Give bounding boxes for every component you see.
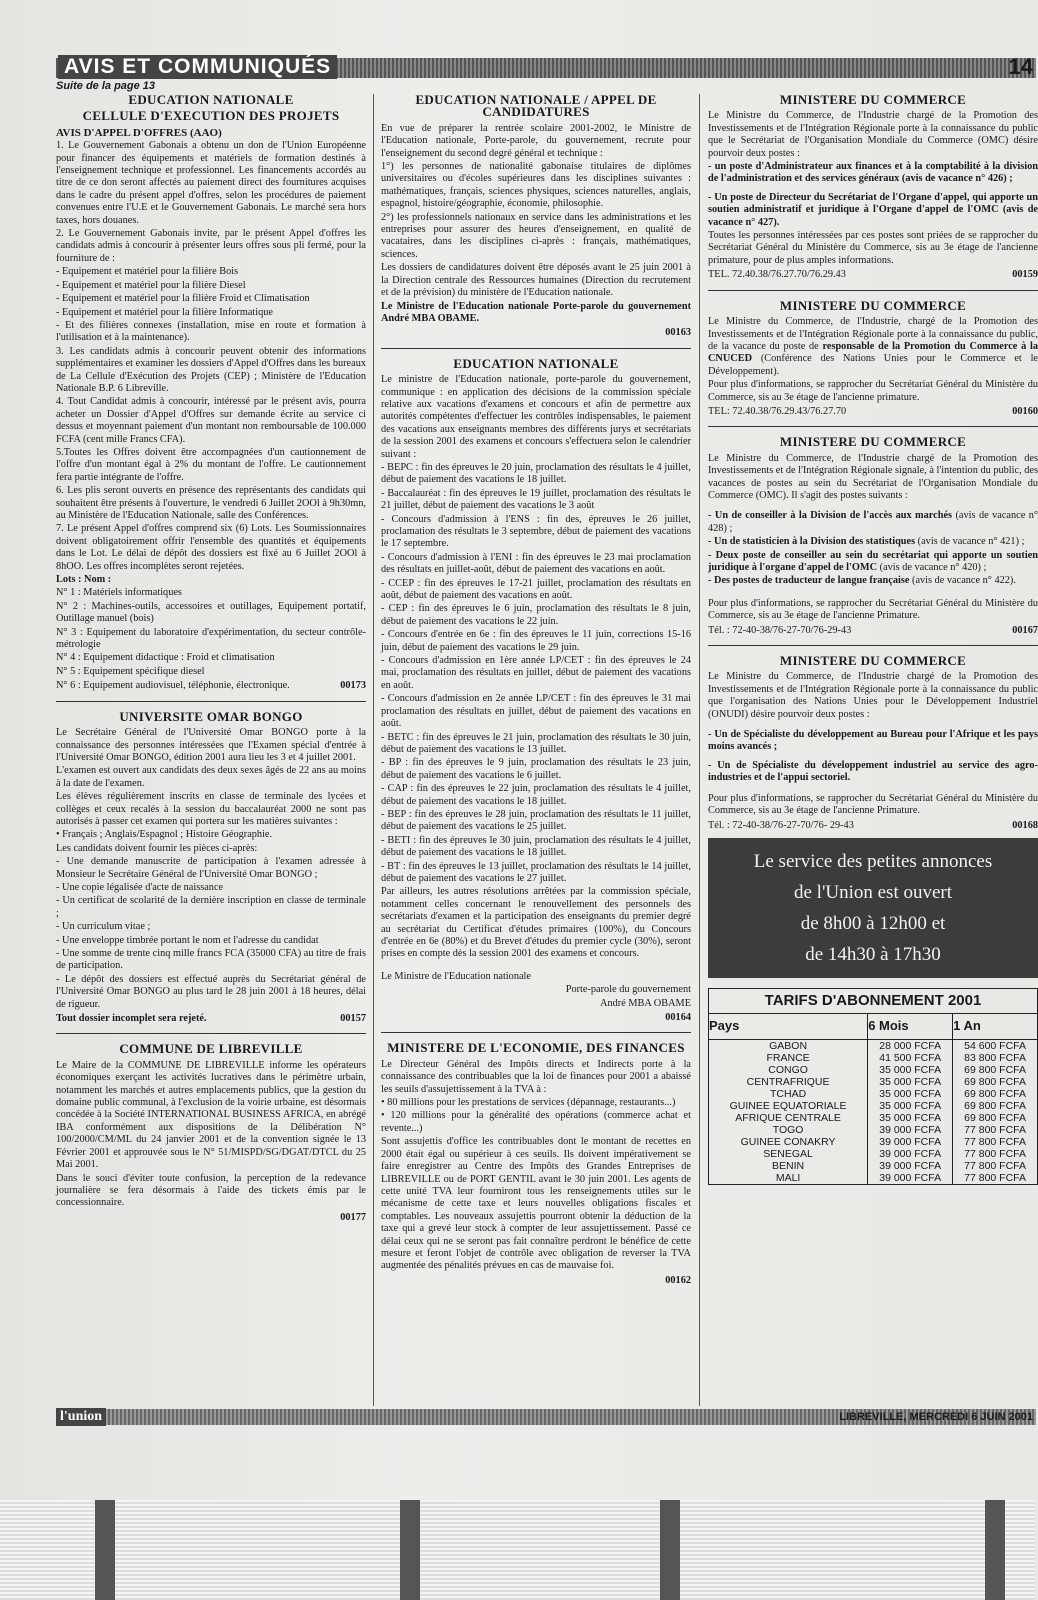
one-year-price-cell: 77 800 FCFA [953,1136,1037,1148]
table-row [709,1136,1037,1148]
country-cell: MALI [775,1171,801,1184]
classifieds-hours-banner [708,838,1038,978]
one-year-price-cell: 83 800 FCFA [953,1052,1037,1064]
reference-number: 00163 [665,327,691,339]
signature: Le Ministre de l'Education nationale Porte-parole du gouvernement André MBA OBAME. [381,300,691,324]
table-row [709,1148,1037,1160]
column-divider [373,94,374,1406]
table-row [709,1088,1037,1100]
scan-artifact [660,1500,680,1600]
separator [708,645,1038,646]
one-year-price-cell: 69 800 FCFA [953,1076,1037,1088]
one-year-price-cell: 77 800 FCFA [953,1160,1037,1172]
paragraph: Les élèves régulièrement inscrits en classe de terminale des lycées et collèges et ceux recalés à la session du baccalauréat 2000 ne sont pas autorisés à passer cet examen qui portera sur les matières suivantes : [56,791,366,827]
notice-title: EDUCATION NATIONALE / APPEL DE CANDIDATURES [415,92,657,120]
list-item: - Concours d'admission à l'ENS : fin des, épreuves le 26 juillet, proclamation des résultats le 3 septembre, début de paiement des vacations le 17 septembre. [381,513,691,550]
reference-number: 00157 [340,1013,366,1025]
six-month-price-cell: 41 500 FCFA [868,1052,953,1064]
paragraph: Le Ministre du Commerce, de l'Industrie chargé de la Promotion des Investissements et de l'Intégration Régionale porte à la connaissance du public que l'organisation des Nations Unies pour le Développement Industriel (ONUDI) désire pourvoir deux postes : [708,671,1038,720]
notice-footer [381,1275,691,1287]
list-item: - Baccalauréat : fin des épreuves le 19 juillet, proclamation des résultats le 21 juillet, début de paiement des vacations le 3 août [381,487,691,512]
reference-number: 00159 [1012,269,1038,281]
separator [708,290,1038,291]
notice-cnuced [708,297,1038,419]
six-month-price-cell: 39 000 FCFA [868,1136,953,1148]
paragraph: Le ministre de l'Education nationale, porte-parole du gouvernement, communique : en application des décisions de la commission spéciale relative aux vacations d'examens et concours et afin de permettre aux autorités compétentes d'effectuer les contrôles indispensables, le paiement des vacations aux enseignants membres des différents jurys et secrétariats de la session 2001 des examens et concours s'effectuera selon le calendrier suivant : [381,374,691,460]
table-row [709,1124,1037,1136]
table-row [709,1076,1037,1088]
notice-omc-1 [708,94,1038,282]
paragraph: Le Ministre du Commerce, de l'Industrie chargé de la Promotion des Investissements et de l'Intégration Régionale signale, à l'intention du public, des vacances de postes au sein du Secrétariat de l'Organisation Mondiale du Commerce (OMC). Il s'agit des postes suivants : [708,452,1038,501]
paragraph: 6. Les plis seront ouverts en présence des représentants des candidats qui souhaitent être présents à l'ouverture, le vendredi 6 Juillet 2OOl à 9h30mn, au Ministère de l'Education Nationale, salle des Conférences. [56,485,366,521]
six-month-price-cell: 39 000 FCFA [868,1160,953,1172]
telephone: Tél. : 72-40-38/76-27-70/76-29-43 [708,624,852,636]
paragraph: Toutes les personnes intéressées par ces postes sont priées de se rapprocher du Secrétariat Général du Ministère du Commerce, sis au 3e étage de l'ancienne primature, pour de plus amples informations. [708,230,1038,266]
list-item: - BT : fin des épreuves le 13 juillet, proclamation des résultats le 14 juillet, début de paiement des vacations le 27 juillet. [381,860,691,884]
table-row [709,1112,1037,1124]
list-item: - Concours d'entrée en 6e : fin des épreuves le 11 juin, corrections 15-16 juin, début de paiement des vacations le 29 juin. [381,629,691,653]
paragraph: 2°) les professionnels nationaux en service dans les administrations et les entreprises pour assurer des heures d'enseignement, en qualité de vacataires, dans les disciplines ci-après : français, mathématiques, sciences. [381,211,691,260]
paragraph: • Français ; Anglais/Espagnol ; Histoire Géographie. [56,829,273,841]
one-year-price-cell: 77 800 FCFA [953,1148,1037,1160]
position-ref: (avis de vacance n° 421) ; [915,536,1025,548]
dateline: LIBREVILLE, MERCREDI 6 JUIN 2001 [839,1411,1033,1423]
one-year-price-cell: 77 800 FCFA [953,1124,1037,1136]
signature-line: André MBA OBAME [600,997,691,1009]
notice-title: UNIVERSITE OMAR BONGO [119,708,303,724]
separator [708,426,1038,427]
position-item: - Un poste de Directeur du Secrétariat de l'Organe d'appel, qui apporte un soutien administratif et juridique à l'Organe d'appel de l'OMC (avis de vacance n° 427). [708,191,1038,228]
paragraph [708,316,1038,378]
table-row [709,1064,1037,1076]
telephone: TEL: 72.40.38/76.29.43/76.27.70 [708,405,847,417]
paragraph: 5.Toutes les Offres doivent être accompagnées d'un cautionnement de l'offre d'un montant égal à 2% du montant de l'offre. Le cautionnement fera partie intégrante de l'offre. [56,446,366,483]
one-year-price-cell: 69 800 FCFA [953,1088,1037,1100]
six-month-price-cell: 35 000 FCFA [868,1064,953,1076]
position-name: - Un de statisticien à la Division des statistiques [708,536,916,548]
list-item: - Un certificat de scolarité de la dernière inscription en classe de terminale ; [56,895,366,919]
rates-body [709,1039,1037,1184]
scan-artifact [400,1500,420,1600]
list-item: - BP : fin des épreuves le 9 juin, proclamation des résultats le 23 juin, début de paiement des vacations le 6 juillet. [381,757,691,781]
six-month-price-cell: 35 000 FCFA [868,1100,953,1112]
table-row [709,1172,1037,1184]
country-cell: AFRIQUE CENTRALE [735,1111,841,1124]
banner-line: de l'Union est ouvert [793,881,953,903]
one-year-price-cell: 54 600 FCFA [953,1039,1037,1052]
notice-title: MINISTERE DU COMMERCE [779,92,967,107]
banner-line: de 14h30 à 17h30 [805,943,941,965]
paragraph: 1°) les personnes de nationalité gabonaise titulaires de diplômes universitaires ou d'écoles supérieures dans les disciplines suivantes : mathématiques, français, sciences physiques, sciences naturelles, anglais, espagnol, histoire/géographie, économie, philosophie. [381,161,691,210]
notice-title: MINISTERE DU COMMERCE [779,297,967,313]
scan-margin [0,1500,1035,1600]
column-header: 1 An [953,1014,1037,1039]
section-header-bar [56,55,1036,78]
country-cell: SENEGAL [763,1147,813,1160]
six-month-price-cell: 28 000 FCFA [868,1039,953,1052]
country-cell: GABON [769,1039,808,1052]
list-item: - BEP : fin des épreuves le 28 juin, proclamation des résultats le 11 juillet, début de paiement des vacations le 25 juillet. [381,808,691,833]
notice-candidatures [381,94,691,340]
list-item: - BEPC : fin des épreuves le 20 juin, proclamation des résultats le 4 juillet, début de paiement des vacations le 18 juillet. [381,461,691,486]
six-month-price-cell: 35 000 FCFA [868,1112,953,1124]
position-item: - Un de Spécialiste du développement industriel au service des agro-industries et de l'appui sectoriel. [708,759,1038,784]
paragraph: Par ailleurs, les autres résolutions arrêtées par la commission spéciale, notamment celles concernant le renouvellement des personnels des secrétariats d'examen et la participation des enseignants du premier degré au secrétariat du Certificat d'études primaires (100%), du Concours d'entrée en 6e (80%) et du Brevet d'études du premier cycle (30%), seront prises en compte dès la session 2001 des examens et concours. [381,886,691,960]
lot-item: N° 2 : Machines-outils, accessoires et outillages, Equipement portatif, Outillage manuel (bois) [56,600,366,625]
paragraph: 7. Le présent Appel d'offres comprend six (6) Lots. Les Soumissionnaires doivent obligatoirement offrir l'ensemble des quantités et équipements dans le Lot. Le délai de dépôt des dossiers est fixé au 6 Juillet 2OOl à 8hOO. Les offres incomplètes seront rejetées. [56,523,366,572]
position-item: - Un de Spécialiste du développement au Bureau pour l'Afrique et les pays moins avancés ; [708,729,1038,753]
notice-aao [56,94,366,693]
country-cell: TCHAD [770,1087,807,1100]
notice-universite [56,708,366,1026]
table-row [709,1100,1037,1112]
list-item: - Concours d'admission en 2e année LP/CET : fin des épreuves le 31 mai proclamation des résultats en juillet, début de paiement des vacations en août. [381,693,691,730]
lot-item: N° 5 : Equipement spécifique diesel [56,665,205,677]
subscription-rates-box [708,988,1038,1185]
paragraph: Le Directeur Général des Impôts directs et Indirects porte à la connaissance des contribuables que la loi de finances pour 2001 a abaissé les seuils d'assujettissement à la TVA à : [381,1058,691,1095]
notice-title: MINISTERE DE L'ECONOMIE, DES FINANCES [387,1040,685,1056]
country-cell: FRANCE [766,1051,810,1064]
list-item: - Une copie légalisée d'acte de naissance [56,881,224,893]
notice-title: MINISTERE DU COMMERCE [779,434,967,450]
notice-title: EDUCATION NATIONALE [128,92,294,107]
six-month-price-cell: 39 000 FCFA [868,1172,953,1184]
reference-number: 00173 [340,680,366,692]
notice-heading: AVIS D'APPEL D'OFFRES (AAO) [56,126,222,139]
six-month-price-cell: 39 000 FCFA [868,1148,953,1160]
notice-footer [381,1012,691,1024]
notice-onudi [708,655,1038,832]
list-item: - Equipement et matériel pour la filière Informatique [56,306,274,318]
paragraph: 4. Tout Candidat admis à concourir, intéressé par le présent avis, pourra acheter un Dossier d'Appel d'Offres sur demande écrite au service ci dessus et moyennant paiement d'un montant non remboursable de 100.000 FCFA (cent mille Francs CFA). [56,396,366,445]
position-item [708,575,1038,587]
list-item: - Un curriculum vitae ; [56,921,151,933]
rates-table [709,1014,1037,1183]
one-year-price-cell: 77 800 FCFA [953,1172,1037,1184]
list-item: - Concours d'admission à l'ENI : fin des épreuves le 23 mai proclamation des résultats en juillet-août, début de paiement des vacations en août. [381,551,691,576]
list-item: - Equipement et matériel pour la filière Froid et Climatisation [56,293,310,305]
text-run-bold: responsable de la Promotion du Commerce à la CNUCED [708,340,1038,365]
column-1 [56,94,366,1224]
lot-item: N° 1 : Matériels informatiques [56,587,182,599]
lot-item: N° 3 : Equipement du laboratoire d'expérimentation, du secteur contrôle-métrologie [56,626,366,651]
text-run: Le Ministre du Commerce, de l'Industrie, chargé de la Promotion des Investissements et de l'Intégration Régionale porte à la connaissance du public, de la vacance du poste de [708,316,1038,352]
paragraph: Pour plus d'informations, se rapprocher du Secrétariat Général du Ministère du Commerce, sis au 3e étage de l'ancienne primature. [708,379,1038,403]
country-cell: CENTRAFRIQUE [746,1075,830,1088]
country-cell: GUINEE EQUATORIALE [729,1099,847,1112]
six-month-price-cell: 35 000 FCFA [868,1088,953,1100]
paragraph: 3. Les candidats admis à concourir peuvent obtenir des informations supplémentaires et examiner les dossiers d'Appel d'Offres dans les bureaux de La Cellule d'Exécution des Projets (CEP) ; Ministère de l'Education Nationale B.P. 6 Libreville. [56,345,366,394]
table-row [709,1052,1037,1064]
notice-footer [708,406,1038,418]
separator [56,1033,366,1034]
reference-number: 00168 [1012,819,1038,831]
text-run: (Conférence des Nations Unies pour le Commerce et le Développement). [708,353,1038,377]
reference-number: 00160 [1012,405,1038,417]
list-item: - Une demande manuscrite de participation à l'examen adressée à Monsieur le Secrétaire Général de l'Université Omar BONGO ; [56,856,366,880]
one-year-price-cell: 69 800 FCFA [953,1064,1037,1076]
one-year-price-cell: 69 800 FCFA [953,1100,1037,1112]
position-name: - Des postes de traducteur de langue française [708,575,910,587]
paragraph: 1. Le Gouvernement Gabonais a obtenu un don de l'Union Européenne pour financer des équipements et matériels de formation destinés à l'enseignement technique et professionnel. Les financements accordés au titre de ce don seront affectés au paiement direct des fournitures acquises dans le cadre du présent appel d'offres, selon les procédures de paiement convenues entre l'U.E et le Gouvernement Gabonais. Le marché sera hors taxes, hors douanes. [56,140,366,226]
notice-subtitle: CELLULE D'EXECUTION DES PROJETS [82,108,340,124]
column-3 [708,94,1038,1185]
banner-line: de 8h00 à 12h00 et [800,912,946,934]
list-item: • 120 millions pour la généralité des opérations (commerce achat et revente...) [381,1110,691,1134]
paragraph: Pour plus d'informations, se rapprocher du Secrétariat Général du Ministère du Commerce, sis au 3e étage de l'ancienne Primature. [708,597,1038,622]
telephone: TEL. 72.40.38/76.27.70/76.29.43 [708,269,846,281]
paragraph: Pour plus d'informations, se rapprocher du Secrétariat Général du Ministère du Commerce, sis au 3e étage de l'ancienne Primature. [708,792,1038,817]
table-row [709,1039,1037,1052]
continued-note: Suite de la page 13 [56,80,156,92]
position-item [708,550,1038,575]
final-note: Tout dossier incomplet sera rejeté. [56,1013,207,1025]
paragraph: L'examen est ouvert aux candidats des deux sexes âgés de 22 ans au moins à la date de l'examen. [56,765,366,789]
position-item: - un poste d'Administrateur aux finances et à la comptabilité à la division de l'administration et des services généraux (avis de vacance n° 426) ; [708,161,1038,185]
paragraph: Le Ministre du Commerce, de l'Industrie chargé de la Promotion des Investissements et de l'Intégration Régionale porte à la connaissance du public que le Secrétariat de l'Organisation Mondiale du Commerce (OMC) désire pourvoir deux postes : [708,110,1038,159]
signature-line: Le Ministre de l'Education nationale [381,970,531,982]
scan-artifact [985,1500,1005,1600]
list-item: - BETC : fin des épreuves le 21 juin, proclamation des résultats le 30 juin, début de paiement des vacations le 13 juillet. [381,731,691,755]
list-item: - Et des filières connexes (installation, mise en route et formation à l'utilisation et à la maintenance). [56,319,366,344]
lots-heading: Lots : Nom : [56,574,112,586]
reference-number: 00167 [1012,624,1038,636]
reference-number: 00162 [665,1274,691,1286]
paragraph: Dans le souci d'éviter toute confusion, la perception de la redevance journalière se fera désormais à l'aide des tickets émis par le concessionnaire. [56,1172,366,1209]
notice-vacations [381,355,691,1025]
list-item: - BETI : fin des épreuves le 30 juin, proclamation des résultats le 4 juillet, début de paiement des vacations le 18 juillet. [381,834,691,859]
list-item: - Equipement et matériel pour la filière Diesel [56,279,246,291]
notice-omc-2 [708,436,1038,637]
country-cell: BENIN [772,1159,805,1172]
notice-tva [381,1042,691,1287]
signature-line: Porte-parole du gouvernement [565,984,691,996]
notice-title: COMMUNE DE LIBREVILLE [119,1041,303,1057]
position-name: - Deux poste de conseiller au sein du secrétariat qui apporte un soutien juridique à l'organe d'appel de l'OMC [708,549,1038,573]
notice-commune [56,1043,366,1224]
reference-number: 00164 [665,1012,691,1024]
six-month-price-cell: 39 000 FCFA [868,1124,953,1136]
position-item [708,536,1038,548]
notice-footer [381,327,691,339]
paragraph: En vue de préparer la rentrée scolaire 2001-2002, le Ministre de l'Education nationale, Porte-parole, du gouvernement, recrute pour l'enseignement du second degré général et technique : [381,122,691,159]
list-item: - CEP : fin des épreuves le 6 juin, proclamation des résultats le 8 juin, début de paiement des vacations le 22 juin. [381,603,691,627]
telephone: Tél. : 72-40-38/76-27-70/76- 29-43 [708,819,854,831]
six-month-price-cell: 35 000 FCFA [868,1076,953,1088]
newspaper-logo: l'union [56,1408,106,1426]
table-row [709,1160,1037,1172]
list-item: - Equipement et matériel pour la filière Bois [56,266,239,278]
column-2 [381,94,691,1287]
paragraph: Le Secrétaire Général de l'Université Omar BONGO porte à la connaissance des personnes intéressées que l'Examen spécial d'entrée à l'Université Omar BONGO, édition 2001 aura lieu les 3 et 4 juillet 2001. [56,727,366,763]
paragraph: Les dossiers de candidatures doivent être déposés avant le 25 juin 2001 à la Direction centrale des Ressources humaines (Direction du recrutement et de la prévision) du ministère de l'Education nationale. [381,262,691,299]
separator [56,701,366,702]
notice-footer [56,1212,366,1224]
page-number: 14 [1008,54,1033,79]
notice-title: MINISTERE DU COMMERCE [779,653,967,669]
separator [381,348,691,349]
column-header: 6 Mois [868,1014,953,1039]
list-item: - Une somme de trente cinq mille francs FCA (35000 CFA) au titre de frais de participation. [56,948,366,972]
notice-title: EDUCATION NATIONALE [453,355,619,371]
paragraph: Les candidats doivent fournir les pièces ci-après: [56,842,258,854]
separator [381,1032,691,1033]
country-cell: GUINEE CONAKRY [740,1135,836,1148]
notice-footer [708,269,1038,281]
lot-item: N° 4 : Equipement didactique : Froid et climatisation [56,652,275,664]
scan-artifact [95,1500,115,1600]
position-ref: (avis de vacance n° 422). [909,575,1016,587]
list-item: - CCEP : fin des épreuves le 17-21 juillet, proclamation des résultats en août, début de paiement des vacations en août. [381,577,691,602]
lot-item: N° 6 : Equipement audiovisuel, téléphonie, électronique. [56,680,290,692]
notice-footer [708,820,1038,832]
column-divider [699,94,700,1406]
one-year-price-cell: 69 800 FCFA [953,1112,1037,1124]
column-header: Pays [709,1014,868,1039]
country-cell: TOGO [772,1123,804,1136]
banner-line: Le service des petites annonces [753,850,993,872]
notice-footer [56,1013,366,1025]
position-ref: (avis de vacance n° 420) ; [877,562,987,573]
position-name: - Un de conseiller à la Division de l'accès aux marchés [708,510,953,522]
notice-footer [708,625,1038,637]
section-title: AVIS ET COMMUNIQUÉS [58,55,337,79]
list-item: - Le dépôt des dossiers est effectué auprès du Secrétariat général de l'Université Omar BONGO au plus tard le 28 juin 2001 à 18 heures, délai de rigueur. [56,973,366,1010]
lot-last-row [56,680,366,692]
list-item: - Concours d'admission en 1ère année LP/CET : fin des épreuves le 24 mai, proclamation des résultats en juillet, début de paiement des vacations en août. [381,655,691,691]
paragraph: Sont assujettis d'office les contribuables dont le montant de recettes en 2000 était égal ou supérieur à ces seuils. Ils doivent impérativement se faire enregistrer au Centre des Impôts des Grandes Entreprises de LIBREVILLE ou de PORT GENTIL avant le 30 juin 2001. Les agents de cette unité TVA leur fourniront tous les renseignements utiles sur le mécanisme de cette taxe et leurs nouvelles obligations fiscales et comptables. Les nouveaux assujettis pourront obtenir la déduction de la taxe qui a grevé leur stock à compter de leur assujettissement. Passé ce délai ceux qui ne se seront pas fait connaître perdront le bénéfice de cette mesure et feront l'objet de contrôle avec obligation de reverser la TVA augmentée des pénalités prévues en cas de mauvaise foi. [381,1136,691,1272]
country-cell: CONGO [768,1063,808,1076]
rates-title: TARIFS D'ABONNEMENT 2001 [709,989,1037,1014]
list-item: • 80 millions pour les prestations de services (dépannage, restaurants...) [381,1097,676,1109]
paragraph: Le Maire de la COMMUNE DE LIBREVILLE informe les opérateurs économiques exerçant les activités lucratives dans le périmètre urbain, notamment les marchés et autres emplacements publics, que la gestion du domaine public communal, à l'exclusion de la voirie urbaine, est désormais concédée à la Société INTERNATIONAL BUSINESS AFRICA, en abrégé IBA conformément aux dispositions de la Délibération N° 100/2000/CM/ML du 24 janvier 2001 et de la convention signée le 13 Février 2001 et approuvée sous le N° 51/MISPD/SG/DGAT/DTCL du 25 Mai 2001. [56,1059,366,1171]
list-item: - Une enveloppe timbrée portant le nom et l'adresse du candidat [56,934,319,946]
list-item: - CAP : fin des épreuves le 22 juin, proclamation des résultats le 4 juillet, début de paiement des vacations le 18 juillet. [381,783,691,807]
position-ref: (avis de vacance n° 428) ; [708,510,1038,534]
position-item [708,510,1038,535]
reference-number: 00177 [340,1211,366,1223]
paragraph: 2. Le Gouvernement Gabonais invite, par le présent Appel d'offres les candidats admis à concourir à présenter leurs offres sous pli fermé, pour la fourniture de : [56,228,366,264]
